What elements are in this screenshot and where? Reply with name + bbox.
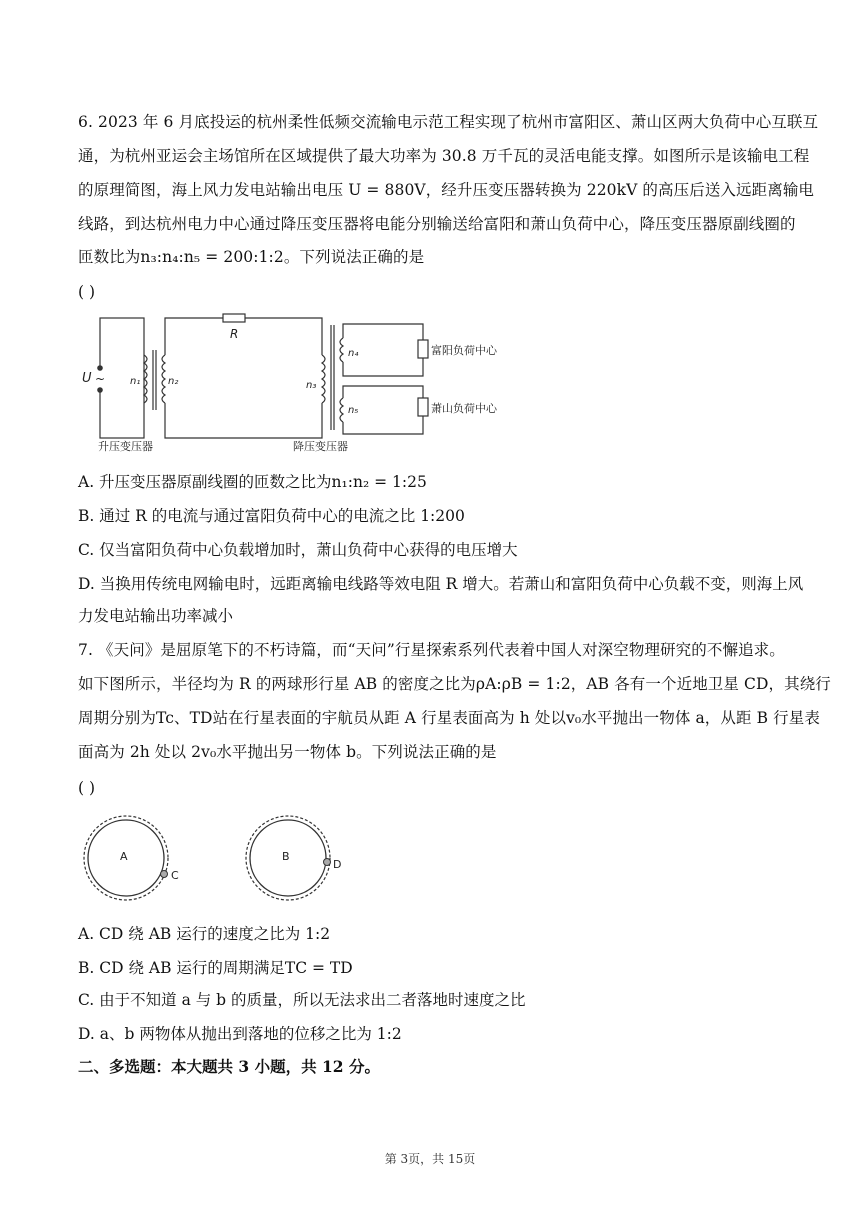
q7-answer-paren: ( ) [78, 779, 96, 797]
q6-line-5: 匝数比为n₃:n₄:n₅ = 200:1:2。下列说法正确的是 [78, 248, 425, 266]
label-n4: n₄ [348, 348, 359, 359]
source-terminal-top [98, 366, 102, 370]
label-R: R [230, 327, 239, 341]
n4-loop-bottom [343, 358, 423, 376]
label-fuyang-load: 富阳负荷中心 [431, 344, 497, 357]
q7-line-4: 面高为 2h 处以 2v₀水平抛出另一物体 b。下列说法正确的是 [78, 743, 497, 761]
n3-coil [322, 355, 325, 403]
satellite-d [324, 859, 331, 866]
q6-line-4: 线路，到达杭州电力中心通过降压变压器将电能分别输送给富阳和萧山负荷中心，降压变压器原副线圈的 [78, 215, 796, 233]
n4-loop-top [343, 324, 423, 340]
q7-option-b: B. CD 绕 AB 运行的周期满足TC = TD [78, 959, 353, 977]
label-planet-b: B [282, 850, 290, 863]
q6-option-a: A. 升压变压器原副线圈的匝数之比为n₁:n₂ = 1:25 [78, 473, 427, 491]
caption-step-up: 升压变压器 [98, 440, 153, 453]
q7-line-3: 周期分别为Tc、TD站在行星表面的宇航员从距 A 行星表面高为 h 处以v₀水平抛出一物体 a，从距 B 行星表 [78, 709, 820, 727]
label-planet-a: A [120, 850, 128, 863]
line-bottom [165, 403, 322, 438]
source-label-U: U [82, 371, 92, 386]
label-n2: n₂ [168, 376, 179, 387]
q6-line-2: 通，为杭州亚运会主场馆所在区域提供了最大功率为 30.8 万千瓦的灵活电能支撑。如图所示是该输电工程 [78, 147, 810, 165]
load-xiaoshan [418, 398, 428, 416]
caption-step-down: 降压变压器 [293, 440, 348, 453]
q6-option-c: C. 仅当富阳负荷中心负载增加时，萧山负荷中心获得的电压增大 [78, 541, 518, 559]
line-top-right [245, 318, 322, 355]
q7-option-c: C. 由于不知道 a 与 b 的质量，所以无法求出二者落地时速度之比 [78, 991, 526, 1009]
label-satellite-d: D [333, 858, 342, 871]
q6-answer-paren: ( ) [78, 283, 96, 301]
q7-option-d: D. a、b 两物体从抛出到落地的位移之比为 1:2 [78, 1025, 402, 1043]
label-n3: n₃ [306, 380, 317, 391]
source-terminal-bottom [98, 388, 102, 392]
transformer-circuit-diagram [78, 310, 518, 455]
line-top-left [165, 318, 223, 355]
q6-option-b: B. 通过 R 的电流与通过富阳负荷中心的电流之比 1:200 [78, 507, 465, 525]
q6-line-3: 的原理简图，海上风力发电站输出电压 U = 880V，经升压变压器转换为 220kV 的高压后送入远距离输电 [78, 181, 815, 199]
satellite-c [161, 871, 168, 878]
planets-diagram [78, 808, 368, 908]
q6-option-d-line-2: 力发电站输出功率减小 [78, 607, 234, 625]
q6-line-1: 6. 2023 年 6 月底投运的杭州柔性低频交流输电示范工程实现了杭州市富阳区、萧山区两大负荷中心互联互 [78, 113, 819, 131]
n5-loop-bottom [343, 416, 423, 434]
n5-coil [340, 398, 343, 422]
q7-line-2: 如下图所示，半径均为 R 的两球形行星 AB 的密度之比为ρA:ρB = 1:2，AB 各有一个近地卫星 CD，其绕行 [78, 675, 831, 693]
q7-option-a: A. CD 绕 AB 运行的速度之比为 1:2 [78, 925, 331, 943]
page-footer: 第 3页，共 15页 [384, 1152, 476, 1166]
n1-coil [144, 355, 147, 403]
q7-line-1: 7. 《天问》是屈原笔下的不朽诗篇，而“天问”行星探索系列代表着中国人对深空物理研究的不懈追求。 [78, 641, 785, 659]
label-n5: n₅ [348, 405, 359, 416]
label-xiaoshan-load: 萧山负荷中心 [431, 402, 497, 415]
n4-coil [340, 338, 343, 362]
section-heading-multiple-choice: 二、多选题：本大题共 3 小题，共 12 分。 [78, 1057, 380, 1076]
n5-loop-top [343, 386, 423, 398]
label-satellite-c: C [171, 869, 179, 882]
resistor-R [223, 314, 245, 322]
load-fuyang [418, 340, 428, 358]
n2-coil [162, 355, 165, 403]
label-n1: n₁ [130, 376, 141, 387]
q6-option-d-line-1: D. 当换用传统电网输电时，远距离输电线路等效电阻 R 增大。若萧山和富阳负荷中心负载不变，则海上风 [78, 575, 804, 593]
ac-symbol: ~ [95, 372, 106, 386]
